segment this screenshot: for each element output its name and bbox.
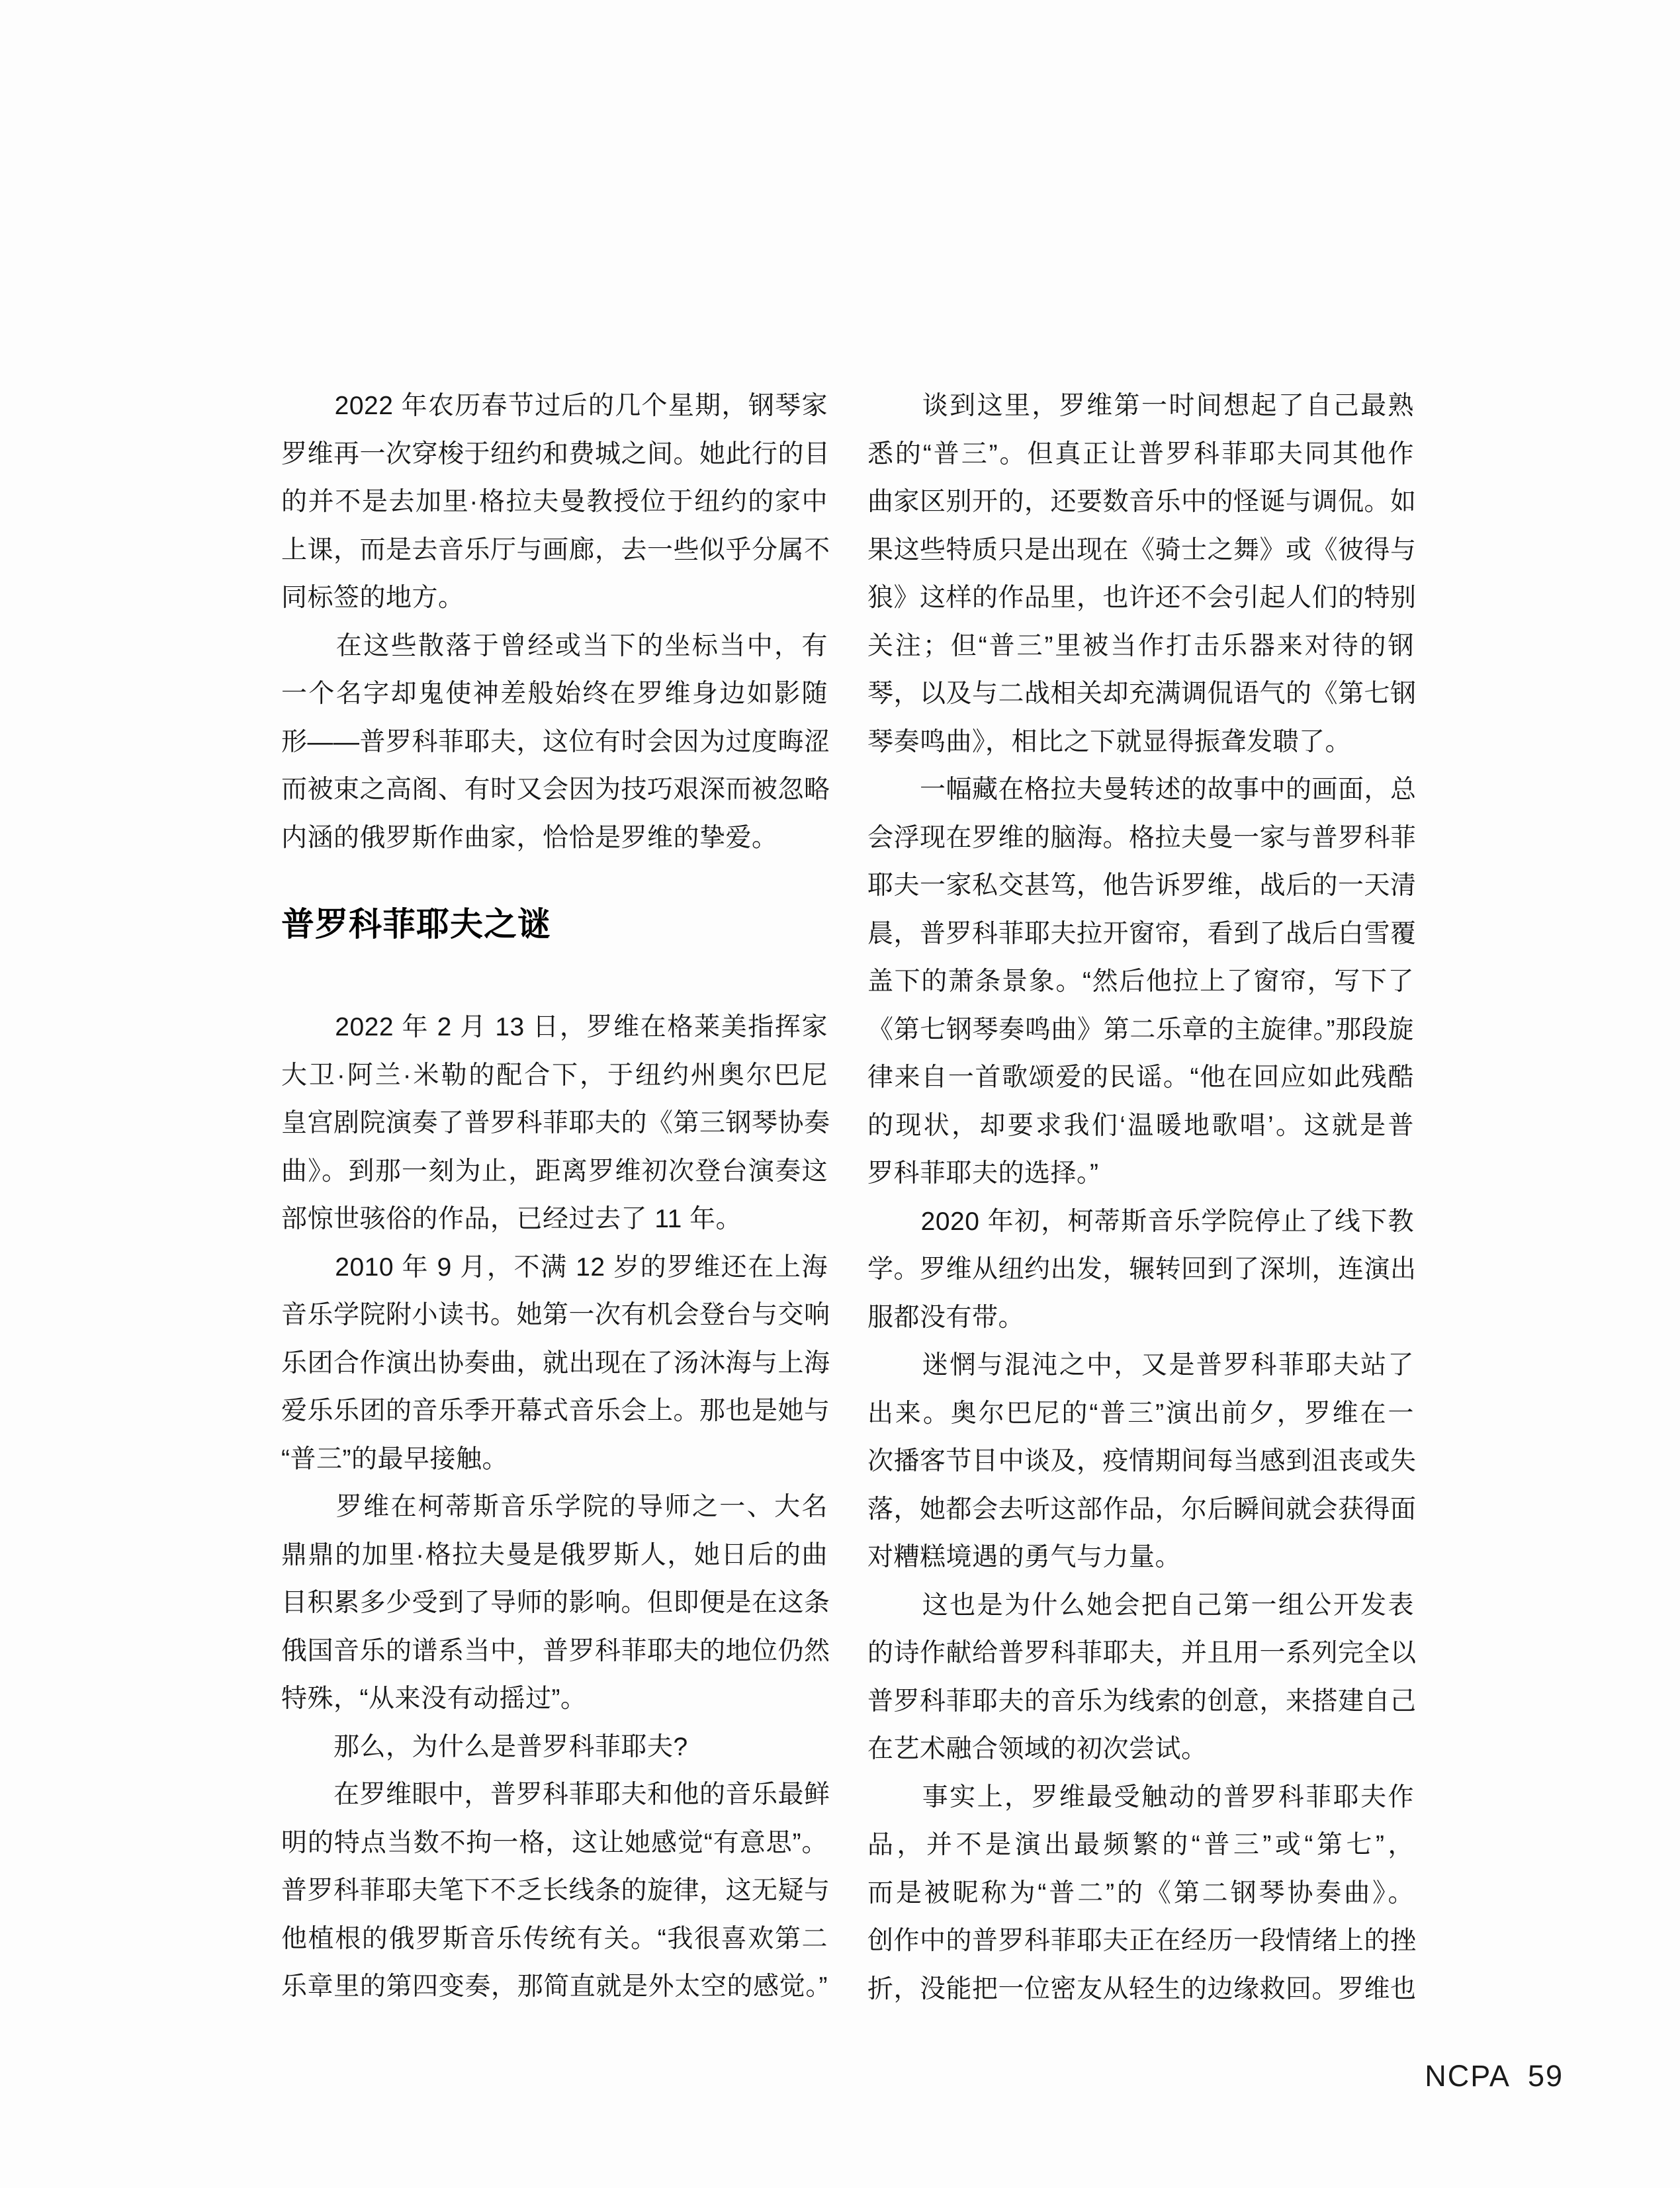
article-body	[281, 382, 1417, 2013]
text-line: 部惊世骇俗的作品，已经过去了 11 年。	[281, 1205, 742, 1233]
text-line: 耶夫一家私交甚笃，他告诉罗维，战后的一天清	[867, 871, 1417, 900]
text-line: 次播客节目中谈及，疫情期间每当感到沮丧或失	[867, 1447, 1417, 1475]
paragraph	[281, 1724, 828, 1772]
text-line: 上课，而是去音乐厅与画廊，去一些似乎分属不	[281, 535, 830, 564]
paragraph	[867, 766, 1417, 1198]
text-line: 琴奏鸣曲》，相比之下就显得振聋发聩了。	[867, 727, 1352, 756]
text-line: 在艺术融合领域的初次尝试。	[867, 1735, 1208, 1763]
text-line: 果这些特质只是出现在《骑士之舞》或《彼得与	[867, 535, 1417, 564]
text-line: 乐团合作演出协奏曲，就出现在了汤沐海与上海	[281, 1348, 830, 1378]
text-line: 律来自一首歌颂爱的民谣。“他在回应如此残酷	[867, 1063, 1414, 1092]
paragraph	[281, 1771, 828, 2011]
text-line: 而是被昵称为“普二”的《第二钢琴协奏曲》。	[867, 1878, 1414, 1907]
text-line: 他植根的俄罗斯音乐传统有关。“我很喜欢第二	[281, 1924, 828, 1953]
text-line: 那么，为什么是普罗科菲耶夫?	[281, 1732, 688, 1761]
paragraph	[867, 1198, 1417, 1342]
paragraph	[281, 623, 828, 863]
left-column	[281, 382, 828, 2013]
paragraph	[281, 1244, 828, 1484]
text-line: 曲家区别开的，还要数音乐中的怪诞与调侃。如	[867, 488, 1417, 516]
text-line: 俄国音乐的谱系当中，普罗科菲耶夫的地位仍然	[281, 1636, 830, 1665]
text-line: 服都没有带。	[867, 1303, 1025, 1332]
text-line: 晨，普罗科菲耶夫拉开窗帘，看到了战后白雪覆	[867, 919, 1417, 948]
section-heading: 普罗科菲耶夫之谜	[281, 906, 551, 943]
page-footer	[1425, 2059, 1564, 2093]
text-line: 对糟糕境遇的勇气与力量。	[867, 1543, 1182, 1571]
text-line: 形——普罗科菲耶夫，这位有时会因为过度晦涩	[281, 727, 830, 756]
text-line: 一个名字却鬼使神差般始终在罗维身边如影随	[281, 679, 828, 708]
text-line: 出来。奥尔巴尼的“普三”演出前夕，罗维在一	[867, 1399, 1414, 1428]
text-line: “普三”的最早接触。	[281, 1444, 508, 1473]
text-line: 的诗作献给普罗科菲耶夫，并且用一系列完全以	[867, 1639, 1417, 1667]
text-line: 会浮现在罗维的脑海。格拉夫曼一家与普罗科菲	[867, 823, 1417, 852]
text-line: 皇宫剧院演奏了普罗科菲耶夫的《第三钢琴协奏	[281, 1109, 830, 1137]
text-line: 爱乐乐团的音乐季开幕式音乐会上。那也是她与	[281, 1397, 830, 1425]
text-line: 一幅藏在格拉夫曼转述的故事中的画面，总	[867, 775, 1417, 804]
text-line: 的并不是去加里·格拉夫曼教授位于纽约的家中	[281, 488, 828, 516]
text-line: 谈到这里，罗维第一时间想起了自己最熟	[867, 392, 1414, 420]
text-line: 品，并不是演出最频繁的“普三”或“第七”，	[867, 1831, 1414, 1859]
text-line: 在罗维眼中，普罗科菲耶夫和他的音乐最鲜	[281, 1780, 830, 1809]
text-line: 迷惘与混沌之中，又是普罗科菲耶夫站了	[867, 1351, 1414, 1379]
text-line: 音乐学院附小读书。她第一次有机会登台与交响	[281, 1301, 830, 1329]
text-line: 《第七钢琴奏鸣曲》第二乐章的主旋律。”那段旋	[867, 1015, 1414, 1044]
paragraph	[867, 382, 1417, 766]
text-line: 事实上，罗维最受触动的普罗科菲耶夫作	[867, 1782, 1414, 1812]
text-line: 创作中的普罗科菲耶夫正在经历一段情绪上的挫	[867, 1927, 1417, 1955]
text-line: 同标签的地方。	[281, 584, 464, 612]
text-line: 曲》。到那一刻为止，距离罗维初次登台演奏这	[281, 1157, 828, 1186]
text-line: 悉的“普三”。但真正让普罗科菲耶夫同其他作	[867, 439, 1414, 468]
text-line: 学。罗维从纽约出发，辗转回到了深圳，连演出	[867, 1255, 1417, 1284]
text-line: 在这些散落于曾经或当下的坐标当中，有	[281, 631, 828, 660]
text-line: 目积累多少受到了导师的影响。但即便是在这条	[281, 1589, 830, 1617]
text-line: 2022 年 2 月 13 日，罗维在格莱美指挥家	[281, 1013, 828, 1041]
text-line: 内涵的俄罗斯作曲家，恰恰是罗维的挚爱。	[281, 823, 778, 852]
text-line: 关注；但“普三”里被当作打击乐器来对待的钢	[867, 631, 1414, 660]
text-line: 落，她都会去听这部作品，尔后瞬间就会获得面	[867, 1495, 1417, 1524]
paragraph	[867, 1774, 1417, 2014]
text-line: 这也是为什么她会把自己第一组公开发表	[867, 1591, 1414, 1620]
text-line: 2020 年初，柯蒂斯音乐学院停止了线下教	[867, 1207, 1414, 1236]
text-line: 琴，以及与二战相关却充满调侃语气的《第七钢	[867, 679, 1417, 708]
text-line: 盖下的萧条景象。“然后他拉上了窗帘，写下了	[867, 967, 1414, 996]
paragraph	[867, 1342, 1417, 1582]
text-line: 2010 年 9 月，不满 12 岁的罗维还在上海	[281, 1252, 828, 1282]
text-line: 大卫·阿兰·米勒的配合下，于纽约州奥尔巴尼	[281, 1061, 828, 1090]
text-line: 而被束之高阁、有时又会因为技巧艰深而被忽略	[281, 775, 830, 804]
text-line: 的现状，却要求我们‘温暖地歌唱’。这就是普	[867, 1111, 1414, 1140]
text-line: 折，没能把一位密友从轻生的边缘救回。罗维也	[867, 1974, 1417, 2003]
text-line: 普罗科菲耶夫的音乐为线索的创意，来搭建自己	[867, 1686, 1417, 1716]
text-line: 普罗科菲耶夫笔下不乏长线条的旋律，这无疑与	[281, 1876, 830, 1905]
text-line: 罗维在柯蒂斯音乐学院的导师之一、大名	[281, 1493, 828, 1521]
text-line: 罗维再一次穿梭于纽约和费城之间。她此行的目	[281, 439, 830, 468]
paragraph	[867, 1582, 1417, 1774]
text-line: 2022 年农历春节过后的几个星期，钢琴家	[281, 392, 828, 420]
text-line: 狼》这样的作品里，也许还不会引起人们的特别	[867, 584, 1417, 612]
paragraph	[281, 1004, 828, 1244]
text-line: 鼎鼎的加里·格拉夫曼是俄罗斯人，她日后的曲	[281, 1540, 828, 1569]
paragraph	[281, 382, 828, 623]
paragraph	[281, 1483, 828, 1724]
text-line: 罗科菲耶夫的选择。”	[867, 1159, 1099, 1188]
right-column	[867, 382, 1417, 2013]
text-line: 明的特点当数不拘一格，这让她感觉“有意思”。	[281, 1828, 828, 1857]
text-line: 乐章里的第四变奏，那简直就是外太空的感觉。”	[281, 1972, 828, 2001]
text-line: 特殊，“从来没有动摇过”。	[281, 1685, 587, 1713]
footer-text: NCPA 59	[1425, 2059, 1564, 2093]
